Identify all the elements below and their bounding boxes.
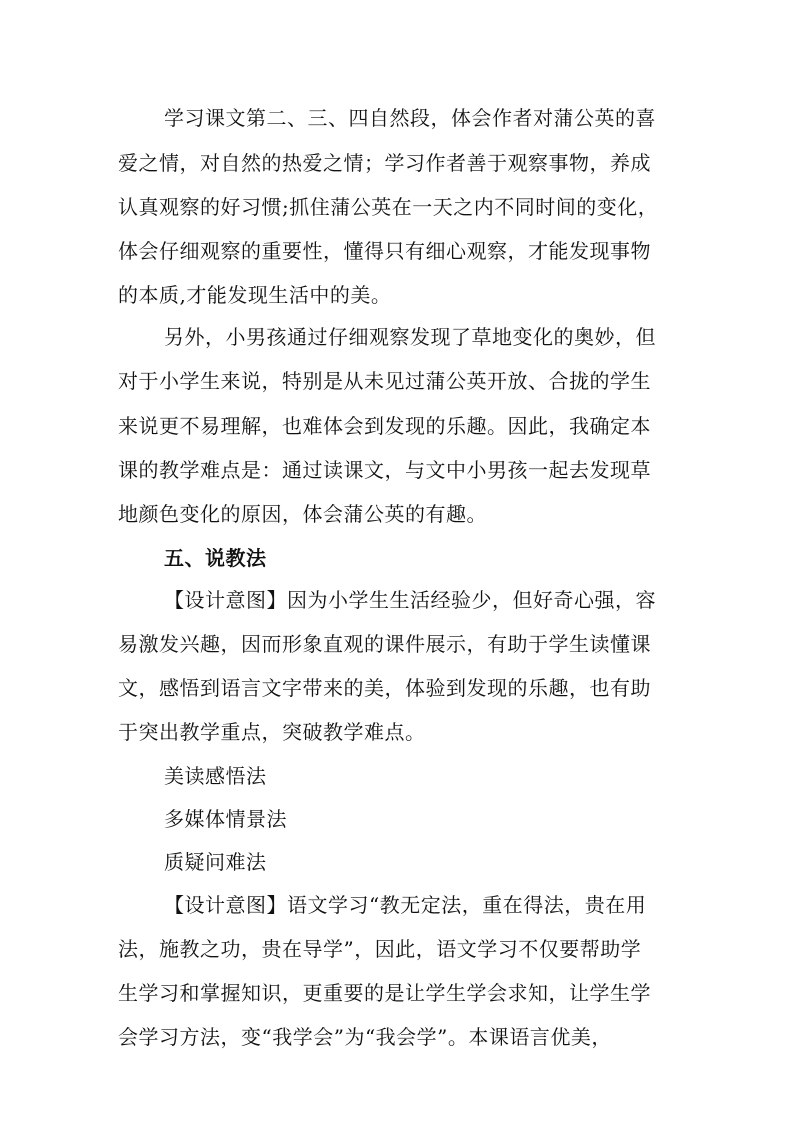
paragraph-1-line-2: 爱之情，对自然的热爱之情；学习作者善于观察事物，养成 bbox=[118, 151, 651, 175]
method-item-2: 多媒体情景法 bbox=[164, 807, 287, 831]
paragraph-1-line-1: 学习课文第二、三、四自然段，体会作者对蒲公英的喜 bbox=[164, 106, 656, 130]
method-item-1: 美读感悟法 bbox=[164, 764, 267, 788]
design-intent-1-line-2: 易激发兴趣，因而形象直观的课件展示，有助于学生读懂课 bbox=[118, 632, 651, 656]
design-intent-2-line-3: 生学习和掌握知识，更重要的是让学生学会求知，让学生学 bbox=[118, 981, 651, 1005]
design-intent-2-line-4: 会学习方法，变“我学会”为“我会学”。本课语言优美， bbox=[118, 1025, 612, 1049]
design-intent-1-line-4: 于突出教学重点，突破教学难点。 bbox=[118, 720, 426, 744]
paragraph-2-line-5: 地颜色变化的原因，体会蒲公英的有趣。 bbox=[118, 502, 487, 526]
design-intent-1-line-3: 文，感悟到语言文字带来的美，体验到发现的乐趣，也有助 bbox=[118, 676, 651, 700]
section-heading: 五、说教法 bbox=[164, 546, 267, 570]
paragraph-2-line-2: 对于小学生来说，特别是从未见过蒲公英开放、合拢的学生 bbox=[118, 369, 651, 393]
paragraph-2-line-4: 课的教学难点是：通过读课文，与文中小男孩一起去发现草 bbox=[118, 458, 651, 482]
method-item-3: 质疑问难法 bbox=[164, 850, 267, 874]
paragraph-1-line-4: 体会仔细观察的重要性，懂得只有细心观察，才能发现事物 bbox=[118, 239, 651, 263]
design-intent-2-line-2: 法，施教之功，贵在导学”，因此，语文学习不仅要帮助学 bbox=[118, 937, 642, 961]
paragraph-1-line-5: 的本质,才能发现生活中的美。 bbox=[118, 283, 392, 307]
design-intent-1-line-1: 【设计意图】因为小学生生活经验少，但好奇心强，容 bbox=[164, 588, 656, 612]
paragraph-2-line-3: 来说更不易理解，也难体会到发现的乐趣。因此，我确定本 bbox=[118, 414, 651, 438]
paragraph-1-line-3: 认真观察的好习惯;抓住蒲公英在一天之内不同时间的变化， bbox=[118, 195, 659, 219]
design-intent-2-line-1: 【设计意图】语文学习“教无定法，重在得法，贵在用 bbox=[164, 893, 647, 917]
paragraph-2-line-1: 另外，小男孩通过仔细观察发现了草地变化的奥妙，但 bbox=[164, 325, 656, 349]
